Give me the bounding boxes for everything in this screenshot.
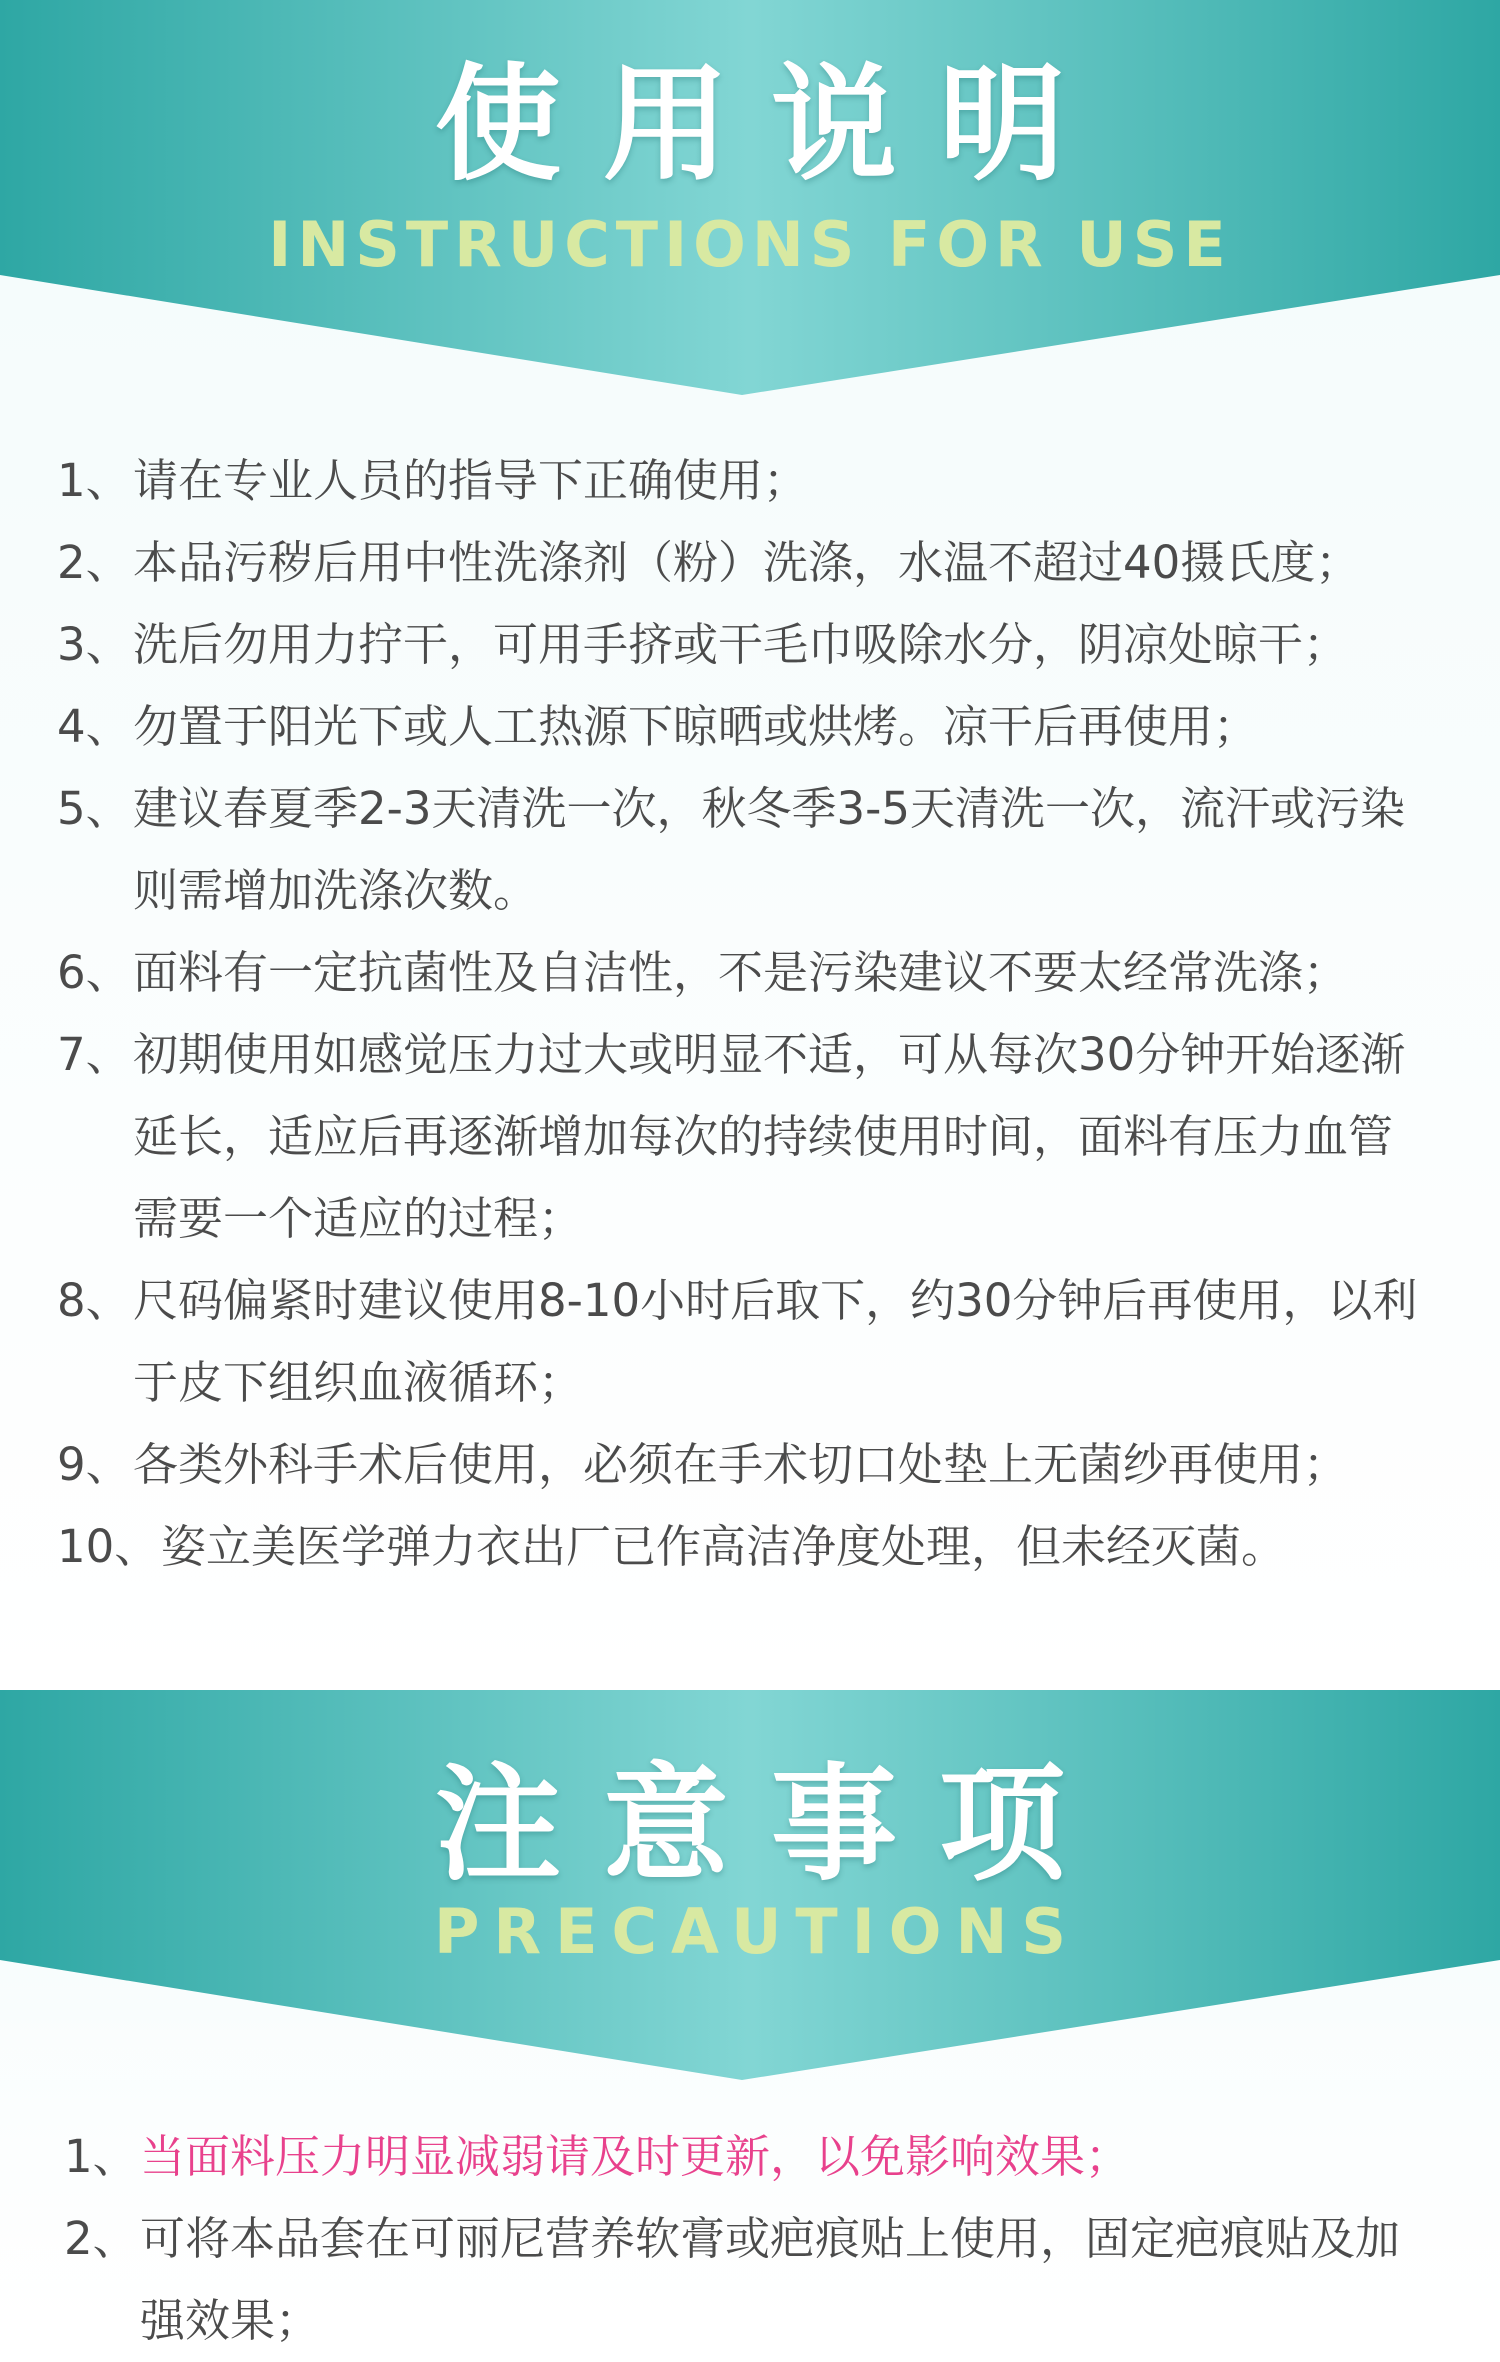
list-item: 9、 各类外科手术后使用，必须在手术切口处垫上无菌纱再使用； [57, 1438, 1349, 1491]
list-item: 5、 建议春夏季2-3天清洗一次，秋冬季3-5天清洗一次，流汗或污染则需增加洗涤次数。 [57, 782, 1405, 917]
list-item: 3、 洗后勿用力拧干，可用手挤或干毛巾吸除水分，阴凉处晾干； [57, 618, 1349, 671]
instructions-subtitle: INSTRUCTIONS FOR USE [268, 208, 1232, 281]
list-item: 2、 本品污秽后用中性洗涤剂（粉）洗涤，水温不超过40摄氏度； [57, 536, 1361, 589]
list-item: 10、 姿立美医学弹力衣出厂已作高洁净度处理，但未经灭菌。 [57, 1520, 1287, 1573]
highlight-text: 当面料压力明显减弱请及时更新，以免影响效果； [140, 2130, 1131, 2183]
list-item: 4、 勿置于阳光下或人工热源下晾晒或烘烤。凉干后再使用； [57, 700, 1259, 753]
instructions-banner [0, 0, 1500, 400]
precautions-subtitle: PRECAUTIONS [433, 1895, 1081, 1968]
list-item: 6、 面料有一定抗菌性及自洁性，不是污染建议不要太经常洗涤； [57, 946, 1349, 999]
precautions-title: 注意事项 [435, 1751, 1107, 1898]
precautions-list [64, 2116, 1444, 2362]
instructions-title: 使用说明 [435, 51, 1107, 198]
list-item: 8、 尺码偏紧时建议使用8-10小时后取下，约30分钟后再使用，以利于皮下组织血液循环； [57, 1274, 1418, 1409]
list-item: 2、 可将本品套在可丽尼营养软膏或疤痕贴上使用，固定疤痕贴及加强效果； [64, 2212, 1401, 2347]
list-item: 7、 初期使用如感觉压力过大或明显不适，可从每次30分钟开始逐渐延长，适应后再逐渐增加每次的持续使用时间，面料有压力血管需要一个适应的过程； [57, 1028, 1406, 1245]
instructions-list [57, 440, 1437, 1588]
list-item: 1、 当面料压力明显减弱请及时更新，以免影响效果； [64, 2116, 1444, 2198]
list-item: 1、 请在专业人员的指导下正确使用； [57, 454, 809, 507]
precautions-banner [0, 1690, 1500, 2090]
